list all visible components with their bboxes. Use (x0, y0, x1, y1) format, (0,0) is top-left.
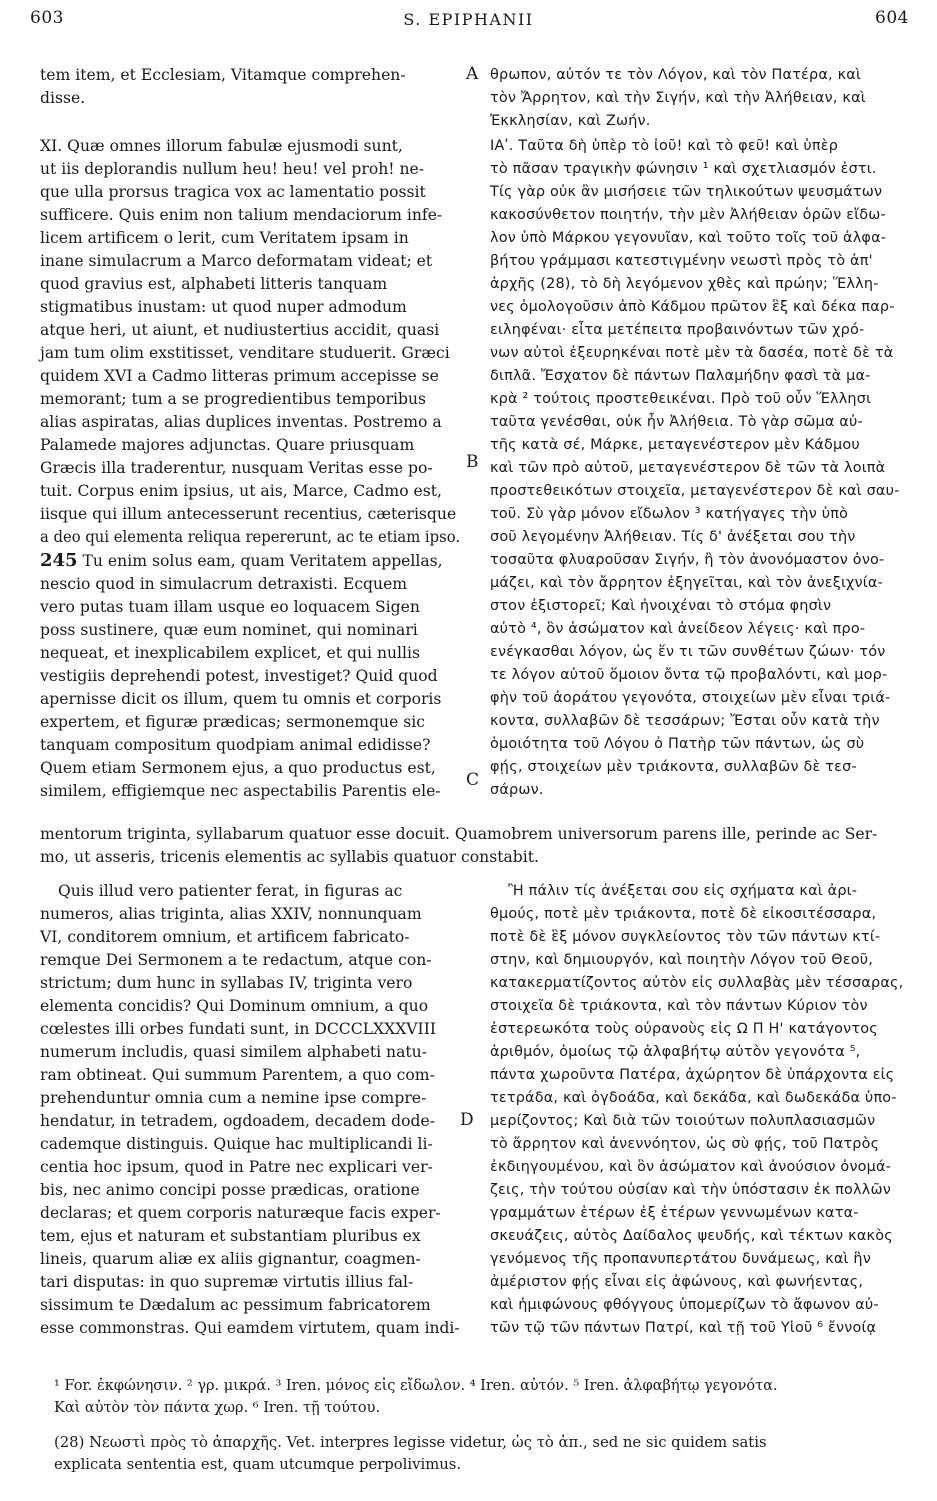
text-line: νων αὐτοὶ ἐξευρηκέναι ποτὲ μὲν τὰ δασέα, ποτὲ δὲ τὰ (490, 345, 894, 361)
latin-column-top (40, 64, 460, 110)
text-line: tuit. Corpus enim ipsius, ut ais, Marce, Cadmo est, (40, 482, 443, 500)
text-line: τοσαῦτα φλυαροῦσαν Σιγήν, ἢ τὸν ἀνονόμαστον ὀνο- (490, 552, 885, 568)
text-line: μερίζοντος; Καὶ διὰ τῶν τοιούτων πολυπλασιασμῶν (490, 1113, 876, 1129)
text-line: Τίς γὰρ οὐκ ἂν μισήσειε τῶν τηλικούτων ψευσμάτων (490, 184, 883, 200)
margin-marker-b: B (466, 452, 479, 472)
margin-marker-a: A (466, 64, 479, 84)
text-line: XI. Quæ omnes illorum fabulæ ejusmodi sunt, (40, 137, 403, 155)
text-line: Ἐκκλησίαν, καὶ Ζωήν. (490, 113, 651, 129)
greek-paragraph-ia (490, 135, 908, 802)
text-line: γραμμάτων ἑτέρων ἐξ ἑτέρων γεννωμένων κατα- (490, 1205, 859, 1221)
text-line: τὸ πᾶσαν τραγικὴν φώνησιν ¹ καὶ σχετλιασμόν ἐστι. (490, 161, 877, 177)
text-line: nequeat, et inexplicabilem explicet, et qui nullis (40, 644, 421, 662)
text-line: θρωπον, αὐτόν τε τὸν Λόγον, καὶ τὸν Πατέρα, καὶ (490, 67, 862, 83)
text-line: τε λόγον αὐτοῦ ὅμοιον ὄντα τῷ προβαλόντι, καὶ μορ- (490, 667, 888, 683)
text-line: prehenduntur omnia cum a nemine ipse compre- (40, 1089, 427, 1107)
text-line: disse. (40, 89, 86, 107)
text-line: declaras; et quem corporis naturæque facis exper- (40, 1204, 441, 1222)
footnote-line: ¹ For. ἐκφώνησιν. ² γρ. μικρά. ³ Iren. μόνος εἰς εἴδωλον. ⁴ Iren. αὐτόν. ⁵ Iren. ἀλφαβήτῳ γεγονότα. (54, 1378, 778, 1394)
text-line: ζεις, τὴν τούτου οὐσίαν καὶ τὴν ὑπόστασιν ἐκ πολλῶν (490, 1182, 891, 1198)
text-line: iisque qui illum antecesserunt recentius, cæterisque (40, 505, 457, 523)
text-line: quod gravius est, alphabeti litteris tanquam (40, 275, 388, 293)
text-line: ΙΑʹ. Ταῦτα δὴ ὑπὲρ τὸ ἰοῦ! καὶ τὸ φεῦ! καὶ ὑπὲρ (490, 138, 839, 154)
text-line: que ulla prorsus tragica vox ac lamentatio possit (40, 183, 426, 201)
text-line: mo, ut asseris, tricenis elementis ac syllabis quatuor constabit. (40, 848, 539, 866)
text-line: σκευάζεις, αὐτὸς Δαίδαλος ψευδής, καὶ τέκτων κακὸς (490, 1228, 893, 1244)
text-line: hendatur, in tetradem, ogdoadem, decadem dode- (40, 1112, 435, 1130)
latin-paragraph-xi (40, 135, 460, 803)
text-line: atque heri, ut aiunt, et nudiustertius accidit, quasi (40, 321, 440, 339)
text-line: τοῦ. Σὺ γὰρ μόνον εἴδωλον ³ κατήγαγες τὴν ὑπὸ (490, 506, 849, 522)
text-line: μάζει, καὶ τὸν ἄρρητον ἐξηγεῖται, καὶ τὸν ἀνεξιχνία- (490, 575, 883, 591)
text-line: tem, ejus et naturam et substantiam pluribus ex (40, 1227, 421, 1245)
text-line: esse commonstras. Qui eamdem virtutem, quam indi- (40, 1319, 460, 1337)
text-line: elementa concidis? Qui Dominum omnium, a quo (40, 997, 429, 1015)
text-line: τὸ ἄρρητον καὶ ἀνεννόητον, ὡς σὺ φῄς, τοῦ Πατρὸς (490, 1136, 880, 1152)
text-line: αὐτὸ ⁴, ὃν ἀσώματον καὶ ἀνείδεον λέγεις· καὶ προ- (490, 621, 866, 637)
text-line: προστεθεικότων στοιχεῖα, μεταγενέστερον δὲ καὶ σαυ- (490, 483, 900, 499)
text-line: lineis, quarum aliæ ex aliis gignantur, coagmen- (40, 1250, 421, 1268)
text-line: bis, nec animo concipi posse prædicas, oratione (40, 1181, 420, 1199)
note-line: (28) Νεωστὶ πρὸς τὸ ἀπαρχῆς. Vet. interpres legisse videtur, ὡς τὸ ἀπ., sed ne sic quidem satis (54, 1434, 767, 1451)
text-line: apernisse dicit os illum, quem tu omnis et corporis (40, 690, 442, 708)
text-line: ταῦτα γενέσθαι, οὐκ ἦν Ἀλήθεια. Τὸ γὰρ σῶμα αὐ- (490, 414, 863, 430)
full-width-text (40, 823, 910, 869)
text-line: numerum includis, quasi similem alphabeti natu- (40, 1043, 427, 1061)
text-line: Ἢ πάλιν τίς ἀνέξεται σου εἰς σχήματα καὶ ἀρι- (508, 883, 858, 899)
text-line: κοντα, συλλαβῶν δὲ τεσσάρων; Ἔσται οὖν κατὰ τὴν (490, 713, 880, 729)
text-line: quidem XVI a Cadmo litteras primum accepisse se (40, 367, 439, 385)
text-line: strictum; dum hunc in syllabas IV, triginta vero (40, 974, 413, 992)
text-line: σοῦ λεγομένην Ἀλήθειαν. Τίς δ' ἀνέξεται σου τὴν (490, 529, 856, 545)
text-line: ἀμέριστον φῄς εἶναι εἰς ἀφώνους, καὶ φωνήεντας, (490, 1274, 864, 1290)
text-line: cademque distinguis. Quique hac multiplicandi li- (40, 1135, 433, 1153)
text-line: κρὰ ² τούτοις προστεθεικέναι. Πρὸ τοῦ οὖν Ἕλλησι (490, 391, 872, 407)
column-number-245: 245 (40, 550, 78, 571)
text-line: βήτου γράμμασι κατεστιγμένην νεωστὶ πρὸς τὸ ἀπ' (490, 253, 873, 269)
greek-paragraph-bottom (490, 880, 908, 1340)
text-line: centia hoc ipsum, quod in Patre nec explicari ver- (40, 1158, 433, 1176)
text-line: numeros, alias triginta, alias XXIV, nonnunquam (40, 905, 422, 923)
greek-column-top (490, 64, 908, 133)
text-line: θμούς, ποτὲ μὲν τριάκοντα, ποτὲ δὲ εἰκοσιτέσσαρα, (490, 906, 877, 922)
text-line: λον ὑπὸ Μάρκου γεγονυῖαν, καὶ τοῦτο τοῖς τοῦ ἀλφα- (490, 230, 887, 246)
text-line: σάρων. (490, 782, 544, 798)
running-title: S. EPIPHANII (403, 10, 534, 29)
text-line: vestigiis deprehendi potest, investiget? Quid quod (40, 667, 438, 685)
text-line: φῄς, στοιχείων μὲν τριάκοντα, συλλαβῶν δὲ τεσ- (490, 759, 857, 775)
text-line: γενόμενος τῆς προπανυπερτάτου δυνάμεως, καὶ ἣν (490, 1251, 871, 1267)
text-line: tanquam compositum quodpiam animal edidisse? (40, 736, 431, 754)
text-line: ὁμοιότητα τοῦ Λόγου ὁ Πατὴρ τῶν πάντων, ὡς σὺ (490, 736, 865, 752)
text-line: κακοσύνθετον ποιητήν, τὴν μὲν Ἀλήθειαν ὁρῶν εἴδω- (490, 207, 886, 223)
text-line: στον ἐξιστορεῖ; Καὶ ἠνοιχέναι τὸ στόμα φησὶν (490, 598, 832, 614)
text-line: ἀριθμόν, ὁμοίως τῷ ἀλφαβήτῳ αὐτὸν γεγονότα ⁵, (490, 1044, 861, 1060)
text-line: ram obtineat. Qui summum Parentem, a quo com- (40, 1066, 435, 1084)
text-line: memorant; tum a se progredientibus temporibus (40, 390, 427, 408)
text-line: tem item, et Ecclesiam, Vitamque comprehen- (40, 66, 406, 84)
text-line: inane simulacrum a Marco deformatam videat; et (40, 252, 433, 270)
text-line: ἐκδιηγουμένου, καὶ ὃν ἀσώματον καὶ ἀνούσιον ὀνομά- (490, 1159, 892, 1175)
text-line: τῶν τῷ τῶν πάντων Πατρί, καὶ τῇ τοῦ Υἱοῦ ⁶ ἔννοίᾳ (490, 1320, 877, 1336)
latin-paragraph-bottom (40, 880, 460, 1340)
text-line: nescio quod in simulacrum detraxisti. Ecquem (40, 575, 408, 593)
text-line: Græcis illa traderentur, nusquam Veritas esse po- (40, 459, 433, 477)
text-line: ενέγκασθαι λόγον, ὡς ἕν τι τῶν συνθέτων ζώων· τόν (490, 644, 886, 660)
text-line: mentorum triginta, syllabarum quatuor esse docuit. Quamobrem universorum parens ille, perinde ac Ser- (40, 825, 878, 843)
text-line: expertem, et figuræ prædicas; sermonemque sic (40, 713, 425, 731)
page-number-left: 603 (30, 8, 64, 28)
text-line: licem artificem o lerit, cum Veritatem ipsam in (40, 229, 409, 247)
text-fragment: Tu enim solus eam, quam Veritatem appellas, (77, 552, 443, 570)
text-line: φὴν τοῦ ἀοράτου γεγονότα, στοιχείων μὲν εἶναι τριά- (490, 690, 891, 706)
text-line: remque Dei Sermonem a te redactum, atque con- (40, 951, 432, 969)
text-line: διπλᾶ. Ἔσχατον δὲ πάντων Παλαμήδην φασὶ τὰ μα- (490, 368, 871, 384)
text-line: ut iis deplorandis nullum heu! heu! vel proh! ne- (40, 160, 425, 178)
text-line (40, 549, 460, 573)
text-line: Quis illud vero patienter ferat, in figuras ac (58, 882, 403, 900)
text-line: κατακερματίζοντος αὐτὸν εἰς συλλαβὰς μὲν τέσσαρας, (490, 975, 904, 991)
text-line: ποτὲ δὲ ἓξ μόνον συγκλείοντος τὸν τῶν πάντων κτί- (490, 929, 881, 945)
footnote-line: Καὶ αὐτὸν τὸν πάντα χωρ. ⁶ Iren. τῇ τούτου. (54, 1400, 381, 1416)
text-line: a deo qui elementa reliqua repererunt, ac te etiam ipso. (40, 528, 461, 546)
text-line: poss sustinere, quæ eum nominet, qui nominari (40, 621, 418, 639)
text-line: vero putas tuam illam usque eo loquacem Sigen (40, 598, 420, 616)
text-line: jam tum olim exstitisset, venditare studuerit. Græci (40, 344, 450, 362)
text-line: stigmatibus inustam: ut quod nuper admodum (40, 298, 407, 316)
page-number-right: 604 (875, 8, 909, 28)
text-line: τὸν Ἄρρητον, καὶ τὴν Σιγήν, καὶ τὴν Ἀλήθειαν, καὶ (490, 90, 866, 106)
text-line: Quem etiam Sermonem ejus, a quo productus est, (40, 759, 436, 777)
note-line: explicata sententia est, quam utcumque perpolivimus. (54, 1456, 462, 1473)
text-line: sissimum te Dædalum ac pessimum fabricatorem (40, 1296, 431, 1314)
text-line: καὶ ἡμιφώνους φθόγγους ὑπομερίζων τὸ ἄφωνον αὐ- (490, 1297, 879, 1313)
text-line: similem, effigiemque nec aspectabilis Parentis ele- (40, 782, 441, 800)
text-line: ειληφέναι· εἶτα μετέπειτα προβαινόντων τῶν χρό- (490, 322, 865, 338)
editorial-note (54, 1432, 914, 1476)
text-line: sufficere. Quis enim non talium mendaciorum infe- (40, 206, 443, 224)
text-line: νες ὁμολογοῦσιν ἀπὸ Κάδμου πρῶτον ἓξ καὶ δέκα παρ- (490, 299, 895, 315)
text-line: VI, conditorem omnium, et artificem fabricato- (40, 928, 410, 946)
margin-marker-c: C (466, 770, 480, 790)
text-line: τετράδα, καὶ ὀγδοάδα, καὶ δεκάδα, καὶ δωδεκάδα ὑπο- (490, 1090, 897, 1106)
text-line: ἐστερεωκότα τοὺς οὐρανοὺς εἰς Ω Π Η' κατάγοντος (490, 1021, 878, 1037)
text-line: cœlestes illi orbes fundati sunt, in DCCCLXXXVIII (40, 1020, 437, 1038)
footnotes (54, 1375, 914, 1419)
text-line: πάντα χωροῦντα Πατέρα, ἀχώρητον δὲ ὑπάρχοντα εἰς (490, 1067, 895, 1083)
margin-marker-d: D (460, 1110, 474, 1130)
text-line: στην, καὶ δημιουργόν, καὶ ποιητὴν Λόγον τοῦ Θεοῦ, (490, 952, 874, 968)
text-line: alias aspiratas, alias duplices inventas. Postremo a (40, 413, 442, 431)
text-line: tari disputas: in quo supremæ virtutis illius fal- (40, 1273, 414, 1291)
text-line: ἀρχῆς (28), τὸ δὴ λεγόμενον χθὲς καὶ πρώην; Ἕλλη- (490, 276, 879, 292)
text-line: καὶ τῶν πρὸ αὐτοῦ, μεταγενέστερον δὲ τῶν τὰ λοιπὰ (490, 460, 886, 476)
text-line: Palamede majores adjunctas. Quare priusquam (40, 436, 415, 454)
text-line: στοιχεῖα δὲ τριάκοντα, καὶ τὸν πάντων Κύριον τὸν (490, 998, 868, 1014)
text-line: τῆς κατὰ σέ, Μάρκε, μεταγενέστερον μὲν Κάδμου (490, 437, 860, 453)
